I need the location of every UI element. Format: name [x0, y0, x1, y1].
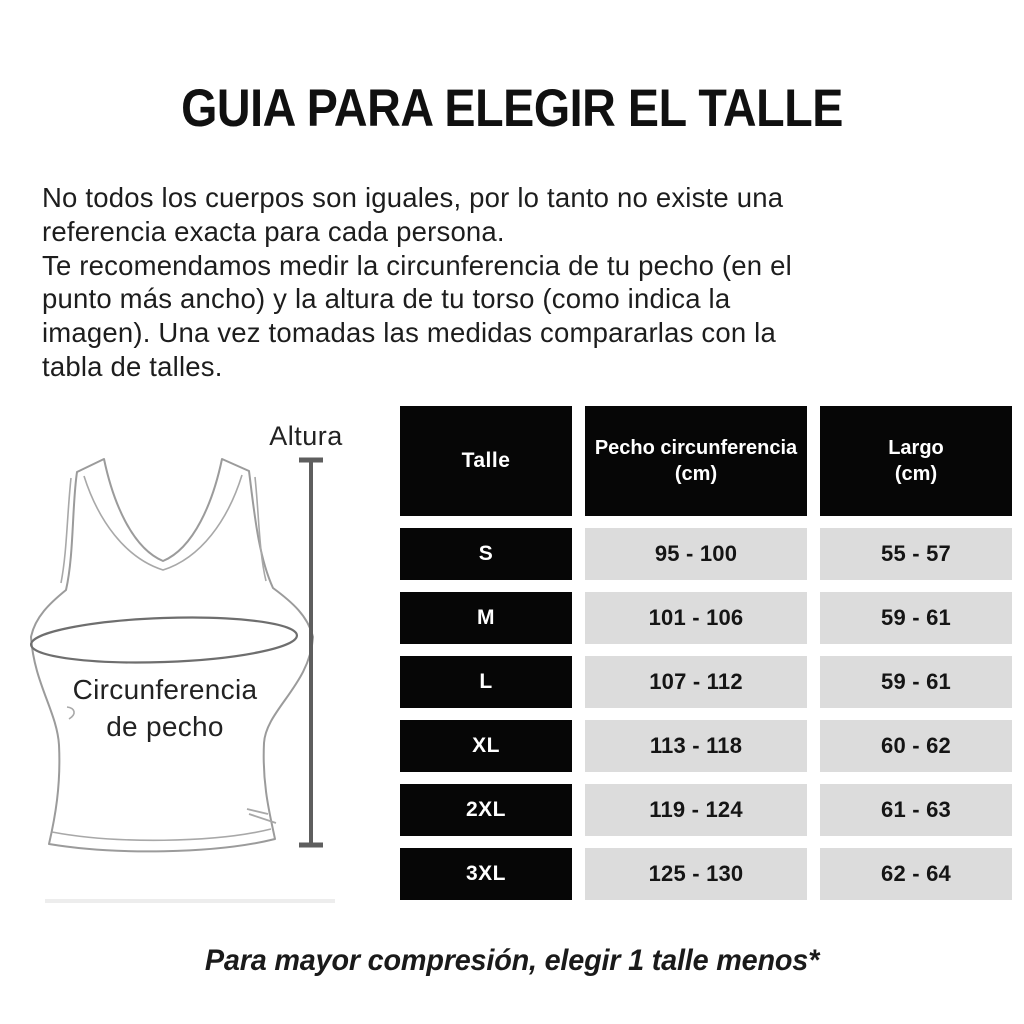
compression-note: Para mayor compresión, elegir 1 talle menos*	[204, 944, 820, 977]
chest-circumference-label	[45, 671, 285, 745]
intro-line: referencia exacta para cada persona.	[42, 215, 505, 247]
largo-cell: 60 - 62	[820, 720, 1012, 772]
header-largo-line1: Largo	[888, 437, 944, 459]
page-title: GUIA PARA ELEGIR EL TALLE	[181, 79, 843, 138]
intro-line: tabla de talles.	[42, 350, 223, 382]
header-pecho-line1: Pecho circunferencia	[594, 437, 798, 459]
pecho-cell: 113 - 118	[585, 720, 807, 772]
intro-line: No todos los cuerpos son iguales, por lo tanto no existe una	[42, 182, 784, 213]
size-table	[400, 406, 1012, 900]
chest-label-line1: Circunferencia	[72, 674, 258, 705]
intro-line: punto más ancho) y la altura de tu torso (como indica la	[42, 283, 731, 315]
size-cell: 2XL	[400, 784, 572, 836]
largo-cell: 55 - 57	[820, 528, 1012, 580]
largo-cell: 61 - 63	[820, 784, 1012, 836]
pecho-cell: 107 - 112	[585, 656, 807, 708]
size-cell: S	[400, 528, 572, 580]
size-diagram	[0, 400, 400, 920]
size-cell: M	[400, 592, 572, 644]
size-cell: XL	[400, 720, 572, 772]
tank-top-outline	[31, 459, 313, 851]
chest-label-line2: de pecho	[106, 711, 224, 742]
pecho-cell: 119 - 124	[585, 784, 807, 836]
intro-line: Te recomendamos medir la circunferencia de tu pecho (en el	[42, 249, 792, 281]
size-cell: 3XL	[400, 848, 572, 900]
largo-cell: 59 - 61	[820, 656, 1012, 708]
header-pecho-line2: (cm)	[674, 463, 718, 485]
header-talle-label: Talle	[461, 449, 511, 472]
largo-cell: 59 - 61	[820, 592, 1012, 644]
largo-cell: 62 - 64	[820, 848, 1012, 900]
header-cell-largo	[820, 406, 1012, 516]
header-cell-pecho	[585, 406, 807, 516]
pecho-cell: 101 - 106	[585, 592, 807, 644]
header-largo-line2: (cm)	[894, 463, 938, 485]
size-cell: L	[400, 656, 572, 708]
intro-line: imagen). Una vez tomadas las medidas compararlas con la	[42, 317, 776, 349]
pecho-cell: 125 - 130	[585, 848, 807, 900]
pecho-cell: 95 - 100	[585, 528, 807, 580]
header-cell-talle	[400, 406, 572, 516]
intro-paragraph	[42, 181, 992, 384]
altura-label: Altura	[269, 421, 343, 451]
